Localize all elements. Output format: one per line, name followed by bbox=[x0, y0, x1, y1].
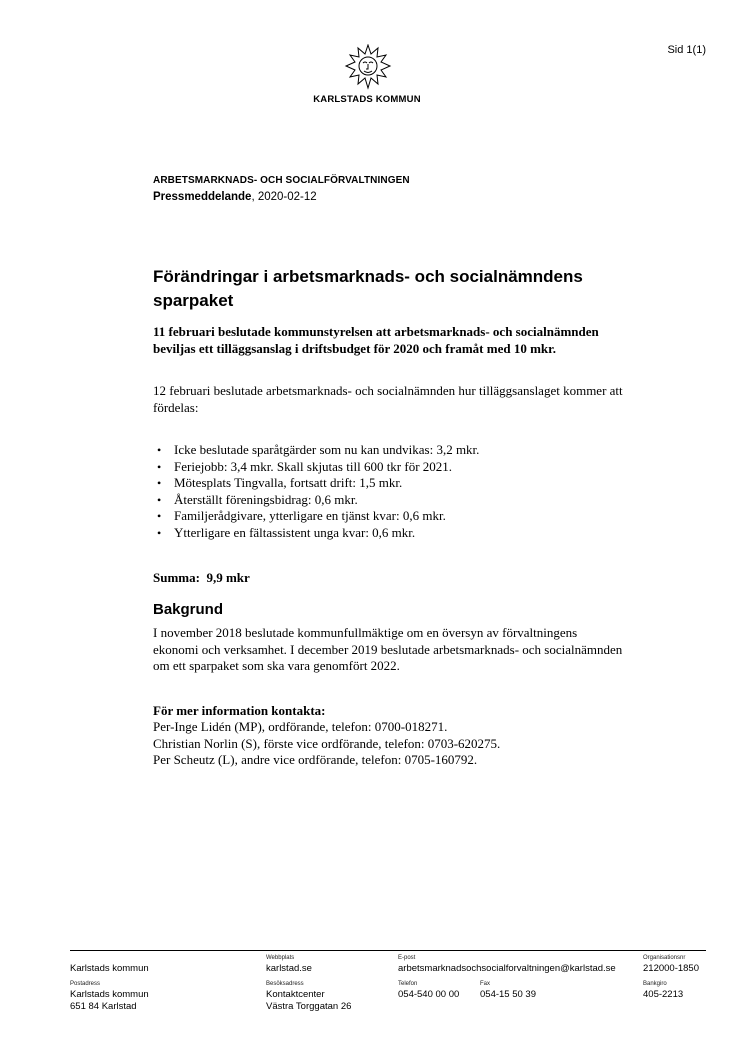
contact-list bbox=[153, 719, 500, 769]
department-name: ARBETSMARKNADS- OCH SOCIALFÖRVALTNINGEN bbox=[153, 175, 410, 186]
list-item: • Familjerådgivare, ytterligare en tjänst kvar: 0,6 mkr. bbox=[153, 508, 479, 525]
footer-orgnr-label: Organisationsnr bbox=[643, 955, 686, 961]
footer-visit-line2: Västra Torggatan 26 bbox=[266, 1001, 352, 1012]
footer-postal-line1: Karlstads kommun bbox=[70, 989, 149, 1000]
logo-text: KARLSTADS KOMMUN bbox=[313, 94, 421, 105]
allocation-list bbox=[153, 442, 479, 542]
background-paragraph: I november 2018 beslutade kommunfullmäktige om en översyn av förvaltningens ekonomi och verksamhet. I december 2019 beslutade arbetsmarknads- och socialnämnden om ett sparpaket som ska vara genomfört 2022. bbox=[153, 625, 623, 673]
sum-line: Summa: 9,9 mkr bbox=[153, 570, 250, 585]
list-item: • Icke beslutade sparåtgärder som nu kan undvikas: 3,2 mkr. bbox=[153, 442, 479, 459]
page-number: Sid 1(1) bbox=[667, 44, 706, 56]
list-item: • Ytterligare en fältassistent unga kvar: 0,6 mkr. bbox=[153, 525, 479, 542]
footer-visit-label: Besöksadress bbox=[266, 981, 304, 987]
press-date: , 2020-02-12 bbox=[251, 191, 317, 203]
contact-line: Per-Inge Lidén (MP), ordförande, telefon: 0700-018271. bbox=[153, 719, 448, 734]
article-title: Förändringar i arbetsmarknads- och socialnämndens sparpaket bbox=[153, 267, 583, 310]
list-item: • Mötesplats Tingvalla, fortsatt drift: 1,5 mkr. bbox=[153, 475, 479, 492]
contact-line: Christian Norlin (S), förste vice ordförande, telefon: 0703-620275. bbox=[153, 735, 501, 751]
footer-email-link[interactable]: arbetsmarknadsochsocialforvaltningen@karlstad.se bbox=[398, 963, 616, 974]
list-item: • Återställt föreningsbidrag: 0,6 mkr. bbox=[153, 492, 479, 509]
press-line bbox=[153, 191, 317, 203]
footer-phone-label: Telefon bbox=[398, 981, 418, 987]
list-item: • Feriejobb: 3,4 mkr. Skall skjutas till 600 tkr för 2021. bbox=[153, 459, 479, 476]
footer-bankgiro-value: 405-2213 bbox=[643, 989, 684, 1000]
footer-web-label: Webbplats bbox=[266, 955, 295, 961]
background-heading: Bakgrund bbox=[153, 601, 224, 618]
footer-web-link[interactable]: karlstad.se bbox=[266, 963, 312, 974]
footer-postal-label: Postadress bbox=[70, 981, 101, 987]
sun-logo-icon bbox=[344, 44, 392, 90]
footer-visit-line1: Kontaktcenter bbox=[266, 989, 325, 1000]
footer-orgnr-value: 212000-1850 bbox=[643, 963, 699, 974]
footer-email-label: E-post bbox=[398, 955, 416, 961]
footer-fax-label: Fax bbox=[480, 981, 491, 987]
doc-type: Pressmeddelande bbox=[153, 191, 252, 203]
footer-divider bbox=[70, 950, 706, 951]
footer-bankgiro-label: Bankgiro bbox=[643, 981, 667, 987]
contact-line: Per Scheutz (L), andre vice ordförande, telefon: 0705-160792. bbox=[153, 752, 478, 767]
footer-fax-value: 054-15 50 39 bbox=[480, 989, 536, 1000]
article-ingress: 11 februari beslutade kommunstyrelsen att arbetsmarknads- och socialnämnden beviljas ett tilläggsanslag i driftsbudget för 2020 och framåt med 10 mkr. bbox=[153, 324, 599, 356]
footer-phone-value: 054-540 00 00 bbox=[398, 989, 460, 1000]
footer-postal-line2: 651 84 Karlstad bbox=[70, 1001, 137, 1012]
intro-paragraph: 12 februari beslutade arbetsmarknads- och socialnämnden hur tilläggsanslaget kommer att fördelas: bbox=[153, 383, 623, 415]
footer-org-name: Karlstads kommun bbox=[70, 963, 149, 974]
contact-heading: För mer information kontakta: bbox=[153, 703, 326, 718]
